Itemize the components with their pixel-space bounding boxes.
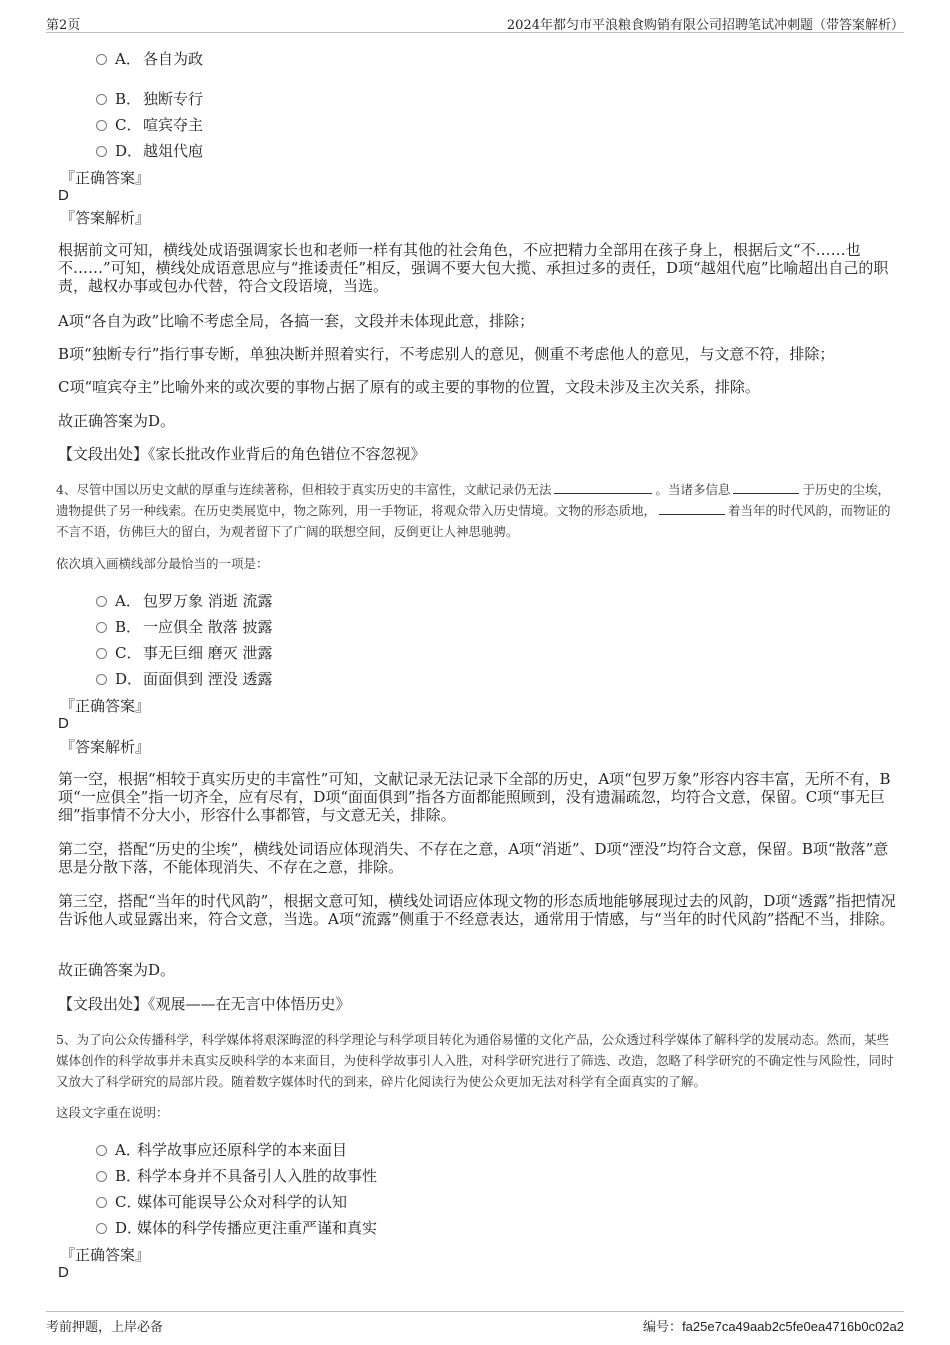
q4-analysis-paragraph: 第二空，搭配“历史的尘埃”，横线处词语应体现消失、不存在之意，A项“消逝”、D项“湮没”均符合文意，保留。B项“散落”意思是分散下落，不能体现消失、不存在之意，排除。: [58, 840, 889, 876]
footer-slogan: 考前押题，上岸必备: [46, 1320, 164, 1335]
q4-stem: 4、尽管中国以历史文献的厚重与连续著称，但相较于真实历史的丰富性，文献记录仍无法 。当诸多信息 于历史的尘埃，遗物提供了另一种线索。在历史类展览中，物之陈列，用一手物证，将观众带入历史情境。文物的形态质地， 着当年的时代风韵，而物证的不言不语，仿佛巨大的留白，为观者留下了广阔的联想空间，反倒更让人神思驰骋。: [56, 482, 891, 539]
page-header: [46, 12, 904, 33]
footer-code: fa25e7ca49aab2c5fe0ea4716b0c02a2: [682, 1319, 904, 1334]
q3-answer: D: [58, 187, 69, 204]
q3-source: 【文段出处】《家长批改作业背后的角色错位不容忽视》: [58, 445, 426, 463]
radio-icon[interactable]: [96, 54, 107, 65]
q4-answer: D: [58, 715, 69, 732]
radio-icon[interactable]: [96, 146, 107, 157]
q4-source: 【文段出处】《观展——在无言中体悟历史》: [58, 995, 351, 1013]
fill-blank: [659, 502, 725, 515]
q3-option-c[interactable]: C． 喧宾夺主: [96, 114, 203, 135]
q3-analysis-paragraph: 根据前文可知，横线处成语强调家长也和老师一样有其他的社会角色，不应把精力全部用在孩子身上，根据后文“不……也不……”可知，横线处成语意思应与“推诿责任”相反，强调不要大包大揽、承担过多的责任，D项“越俎代庖”比喻超出自己的职责，越权办事或包办代替，符合文段语境，当选。: [58, 241, 889, 295]
radio-icon[interactable]: [96, 1197, 107, 1208]
radio-icon[interactable]: [96, 1171, 107, 1182]
radio-icon[interactable]: [96, 622, 107, 633]
radio-icon[interactable]: [96, 1145, 107, 1156]
radio-icon[interactable]: [96, 120, 107, 131]
radio-icon[interactable]: [96, 1223, 107, 1234]
radio-icon[interactable]: [96, 94, 107, 105]
q4-option-d[interactable]: D．面面俱到 湮没 透露: [96, 668, 273, 689]
q5-answer-label: 『正确答案』: [60, 1246, 151, 1264]
q3-analysis-paragraph: B项“独断专行”指行事专断，单独决断并照着实行，不考虑别人的意见，侧重不考虑他人的意见，与文意不符，排除；: [58, 345, 835, 363]
q4-analysis-label: 『答案解析』: [60, 738, 151, 756]
q4-analysis-conclusion: 故正确答案为D。: [58, 961, 176, 979]
q4-analysis-paragraph: 第一空，根据“相较于真实历史的丰富性”可知，文献记录无法记录下全部的历史，A项“包罗万象”形容内容丰富，无所不有，B项“一应俱全”指一切齐全，应有尽有，D项“面面俱到”指各方面都能照顾到，没有遗漏疏忽，均符合文意，保留。C项“事无巨细”指事情不分大小，形容什么事都管，与文意无关，排除。: [58, 770, 891, 824]
q3-option-d[interactable]: D．越俎代庖: [96, 140, 203, 161]
q4-option-a[interactable]: A． 包罗万象 消逝 流露: [96, 590, 273, 611]
q4-analysis-paragraph: 第三空，搭配“当年的时代风韵”，根据文意可知，横线处词语应体现文物的形态质地能够展现过去的风韵，D项“透露”指把情况告诉他人或显露出来，符合文意，当选。A项“流露”侧重于不经意表达，通常用于情感，与“当年的时代风韵”搭配不当，排除。: [58, 892, 896, 928]
q4-option-c[interactable]: C． 事无巨细 磨灭 泄露: [96, 642, 273, 663]
q3-analysis-paragraph: C项“喧宾夺主”比喻外来的或次要的事物占据了原有的或主要的事物的位置，文段未涉及主次关系，排除。: [58, 378, 760, 396]
page-number: 第2页: [46, 18, 81, 33]
q4-prompt: 依次填入画横线部分最恰当的一项是：: [56, 556, 269, 571]
q3-option-a[interactable]: A． 各自为政: [96, 48, 203, 69]
q5-option-b[interactable]: B．科学本身并不具备引人入胜的故事性: [96, 1165, 377, 1186]
fill-blank: [733, 481, 799, 494]
page-footer: [46, 1311, 904, 1336]
q5-prompt: 这段文字重在说明：: [56, 1105, 169, 1120]
q5-option-a[interactable]: A．科学故事应还原科学的本来面目: [96, 1139, 347, 1160]
q3-answer-label: 『正确答案』: [60, 169, 151, 187]
radio-icon[interactable]: [96, 596, 107, 607]
footer-code-block: [643, 1316, 904, 1335]
footer-code-label: 编号：: [643, 1320, 683, 1335]
fill-blank: [554, 481, 652, 494]
q4-option-b[interactable]: B． 一应俱全 散落 披露: [96, 616, 273, 637]
q5-option-d[interactable]: D．媒体的科学传播应更注重严谨和真实: [96, 1217, 377, 1238]
q3-analysis-conclusion: 故正确答案为D。: [58, 412, 176, 430]
q3-option-b[interactable]: B． 独断专行: [96, 88, 203, 109]
q3-analysis-paragraph: A项“各自为政”比喻不考虑全局，各搞一套，文段并未体现此意，排除；: [58, 312, 535, 330]
q5-answer: D: [58, 1264, 69, 1281]
radio-icon[interactable]: [96, 674, 107, 685]
document-title: 2024年都匀市平浪粮食购销有限公司招聘笔试冲刺题（带答案解析）: [506, 18, 904, 33]
q4-answer-label: 『正确答案』: [60, 697, 151, 715]
q5-option-c[interactable]: C．媒体可能误导公众对科学的认知: [96, 1191, 347, 1212]
q5-stem: 5、为了向公众传播科学，科学媒体将艰深晦涩的科学理论与科学项目转化为通俗易懂的文化产品，公众透过科学媒体了解科学的发展动态。然而，某些媒体创作的科学故事并未真实反映科学的本来面目，为使科学故事引人入胜，对科学研究进行了筛选、改造，忽略了科学研究的不确定性与风险性，同时又放大了科学研究的局部片段。随着数字媒体时代的到来，碎片化阅读行为使公众更加无法对科学有全面真实的了解。: [56, 1032, 894, 1089]
q3-analysis-label: 『答案解析』: [60, 209, 151, 227]
radio-icon[interactable]: [96, 648, 107, 659]
